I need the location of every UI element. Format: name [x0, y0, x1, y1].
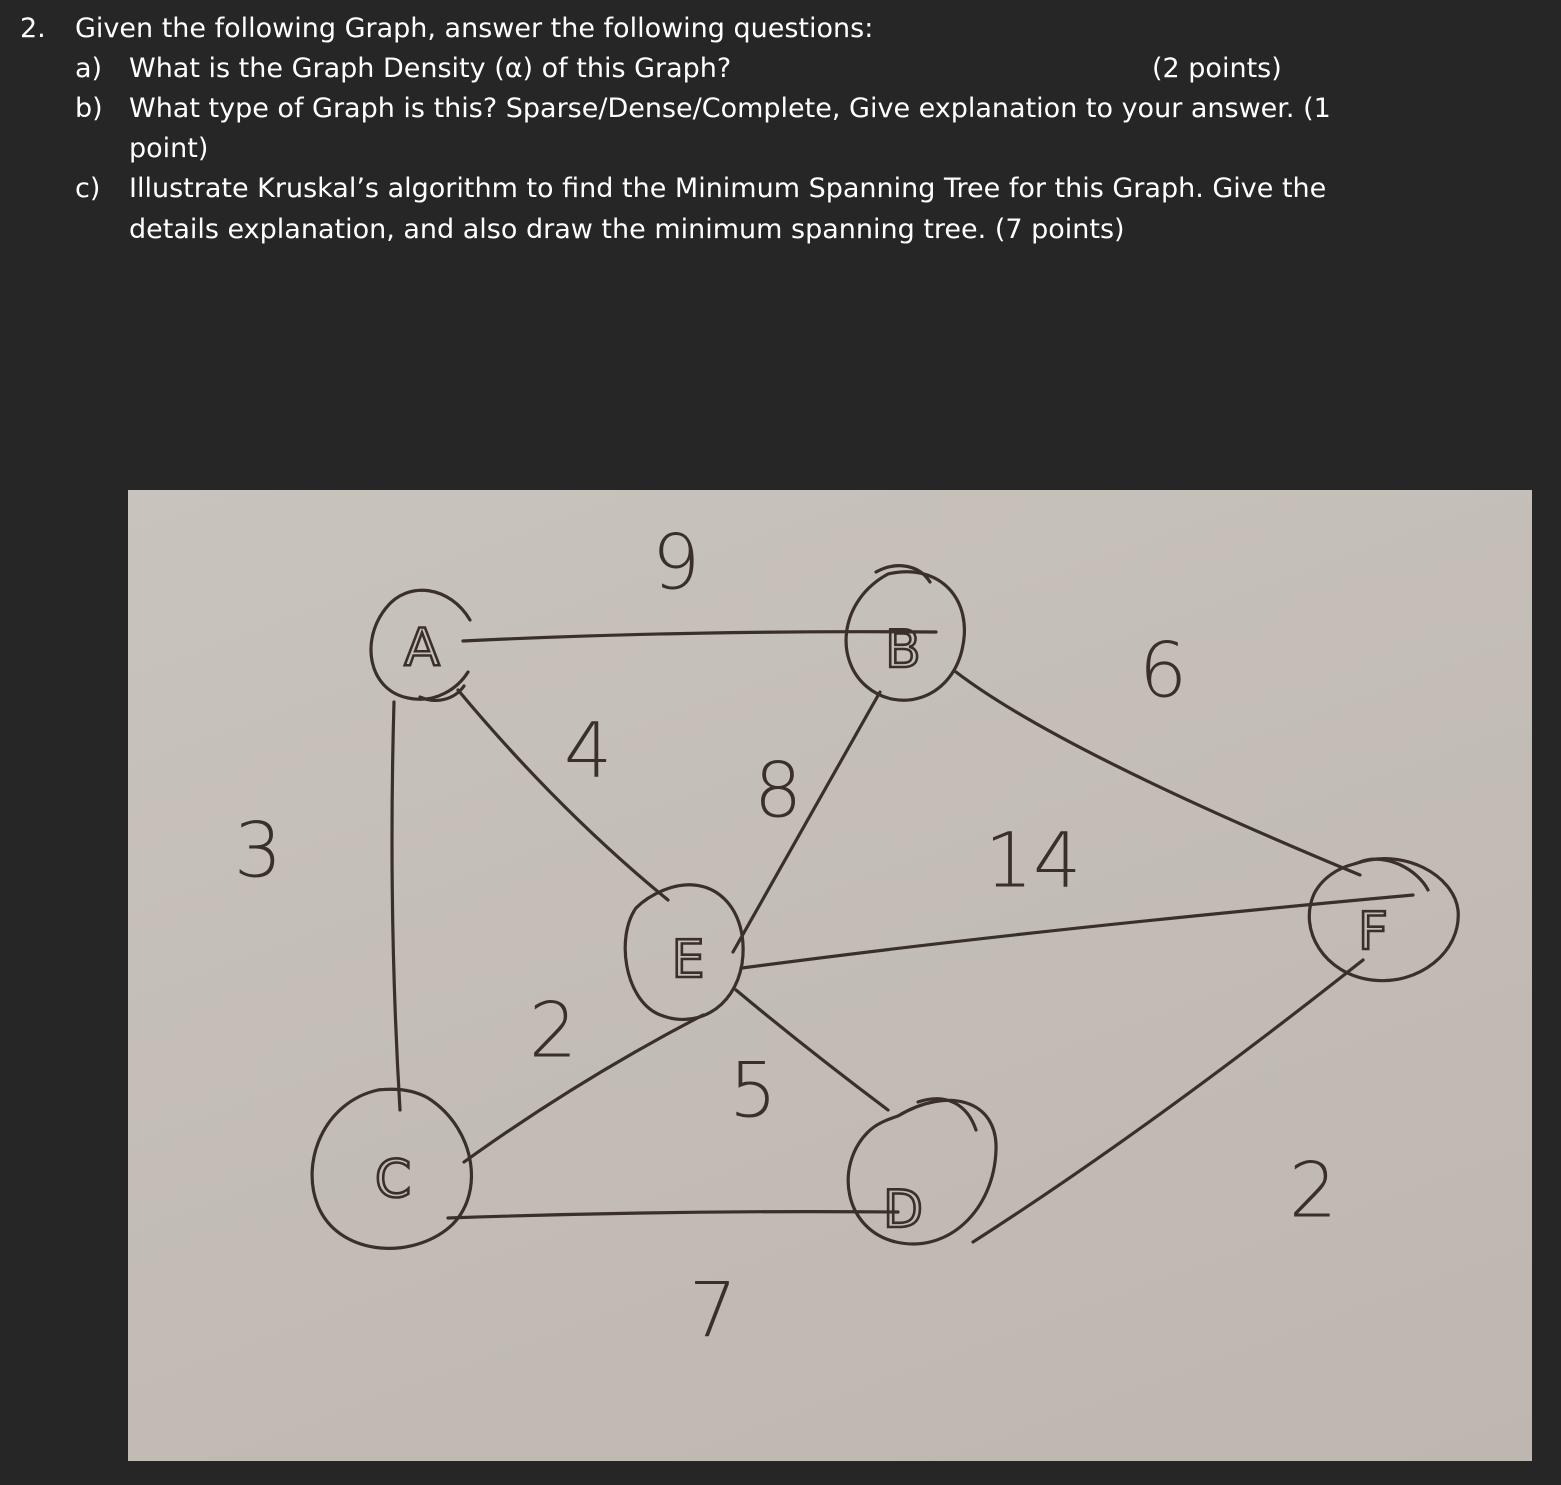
part-c-text-line2: details explanation, and also draw the minimum spanning tree. (7 points)	[129, 214, 1125, 245]
weight-e-d: 5	[728, 1045, 778, 1135]
node-f	[1309, 859, 1458, 981]
weight-c-e: 2	[528, 985, 578, 1075]
edge-weights	[234, 518, 1337, 1355]
part-b-text-line1: What type of Graph is this? Sparse/Dense/Complete, Give explanation to your answer. (1	[129, 93, 1331, 124]
part-a-label: a)	[75, 53, 103, 84]
weight-d-f: 2	[1288, 1145, 1338, 1235]
weight-c-d: 7	[688, 1265, 738, 1355]
weight-b-e: 8	[753, 745, 803, 835]
node-d	[848, 1099, 996, 1244]
node-label-b: B	[885, 620, 921, 680]
weight-e-f: 14	[984, 815, 1082, 905]
node-label-e: E	[671, 930, 705, 990]
weight-b-f: 6	[1138, 625, 1188, 715]
part-b-label: b)	[75, 93, 103, 124]
node-c	[312, 1089, 471, 1248]
weight-a-b: 9	[651, 517, 701, 607]
node-e	[625, 885, 743, 1020]
graph-drawing	[128, 490, 1532, 1461]
part-b-text-line2: point)	[129, 133, 209, 164]
part-a-text: What is the Graph Density (α) of this Graph?	[129, 53, 732, 84]
graph-photo	[128, 490, 1532, 1461]
node-a	[371, 590, 470, 700]
part-a-points: (2 points)	[1152, 53, 1282, 84]
question-stem: Given the following Graph, answer the following questions:	[75, 13, 874, 44]
node-label-c: C	[374, 1150, 412, 1210]
node-label-f: F	[1358, 902, 1388, 962]
edge-c-e	[464, 1015, 703, 1162]
node-label-d: D	[882, 1180, 924, 1240]
weight-a-e: 4	[563, 705, 613, 795]
edge-c-d	[448, 1212, 898, 1218]
part-c-text-line1: Illustrate Kruskal’s algorithm to find the Minimum Spanning Tree for this Graph. Give the	[129, 173, 1327, 204]
graph-edges	[392, 632, 1413, 1242]
node-label-a: A	[404, 618, 440, 678]
edge-a-b	[463, 632, 936, 641]
weight-a-c: 3	[233, 805, 283, 895]
question-number: 2.	[20, 13, 46, 44]
part-c-label: c)	[75, 173, 101, 204]
edge-a-c	[392, 702, 400, 1110]
